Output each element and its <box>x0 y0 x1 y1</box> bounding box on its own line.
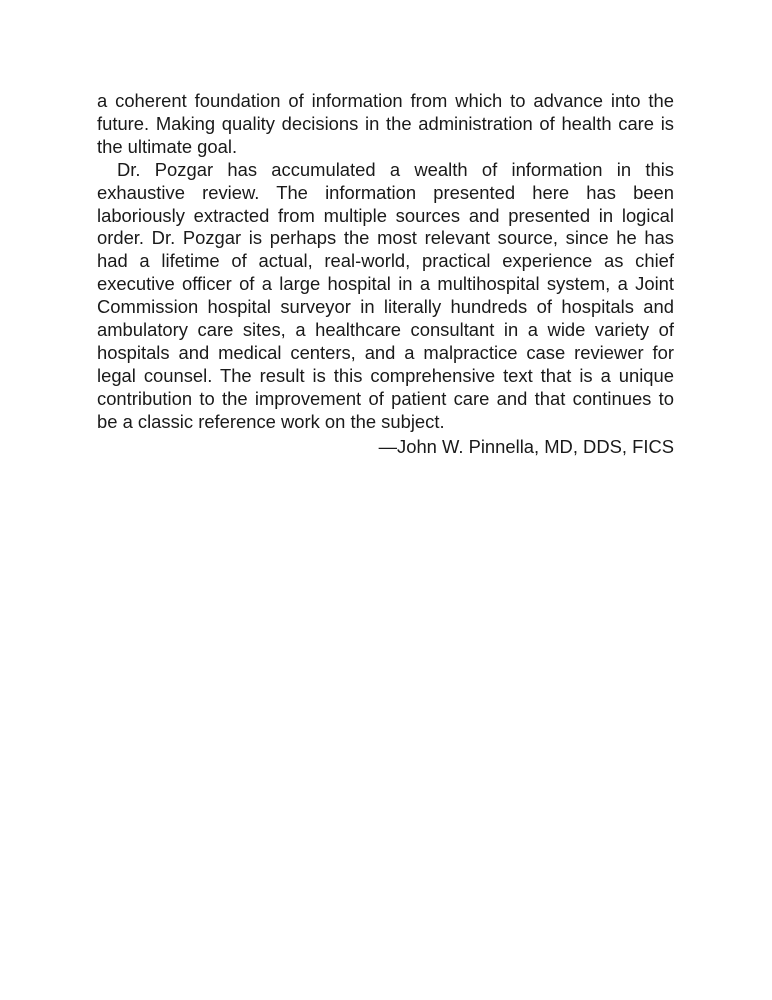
paragraph-pozgar-review: Dr. Pozgar has accumulated a wealth of information in this exhaustive review. The information presented here has been laboriously extracted from multiple sources and presented in logical order. Dr. Pozgar is perhaps the most relevant source, since he has had a lifetime of actual, real-world, practical experience as chief executive officer of a large hospital in a multihospital system, a Joint Commission hospital surveyor in literally hundreds of hospitals and ambulatory care sites, a healthcare consultant in a wide variety of hospitals and medical centers, and a malpractice case reviewer for legal counsel. The result is this comprehensive text that is a unique contribution to the improvement of patient care and that continues to be a classic reference work on the subject. <box>97 158 674 432</box>
foreword-text-block <box>97 90 674 459</box>
author-attribution: —John W. Pinnella, MD, DDS, FICS <box>378 435 674 457</box>
paragraph-continuation: a coherent foundation of information from which to advance into the future. Making quality decisions in the administration of health care is the ultimate goal. <box>97 90 674 157</box>
